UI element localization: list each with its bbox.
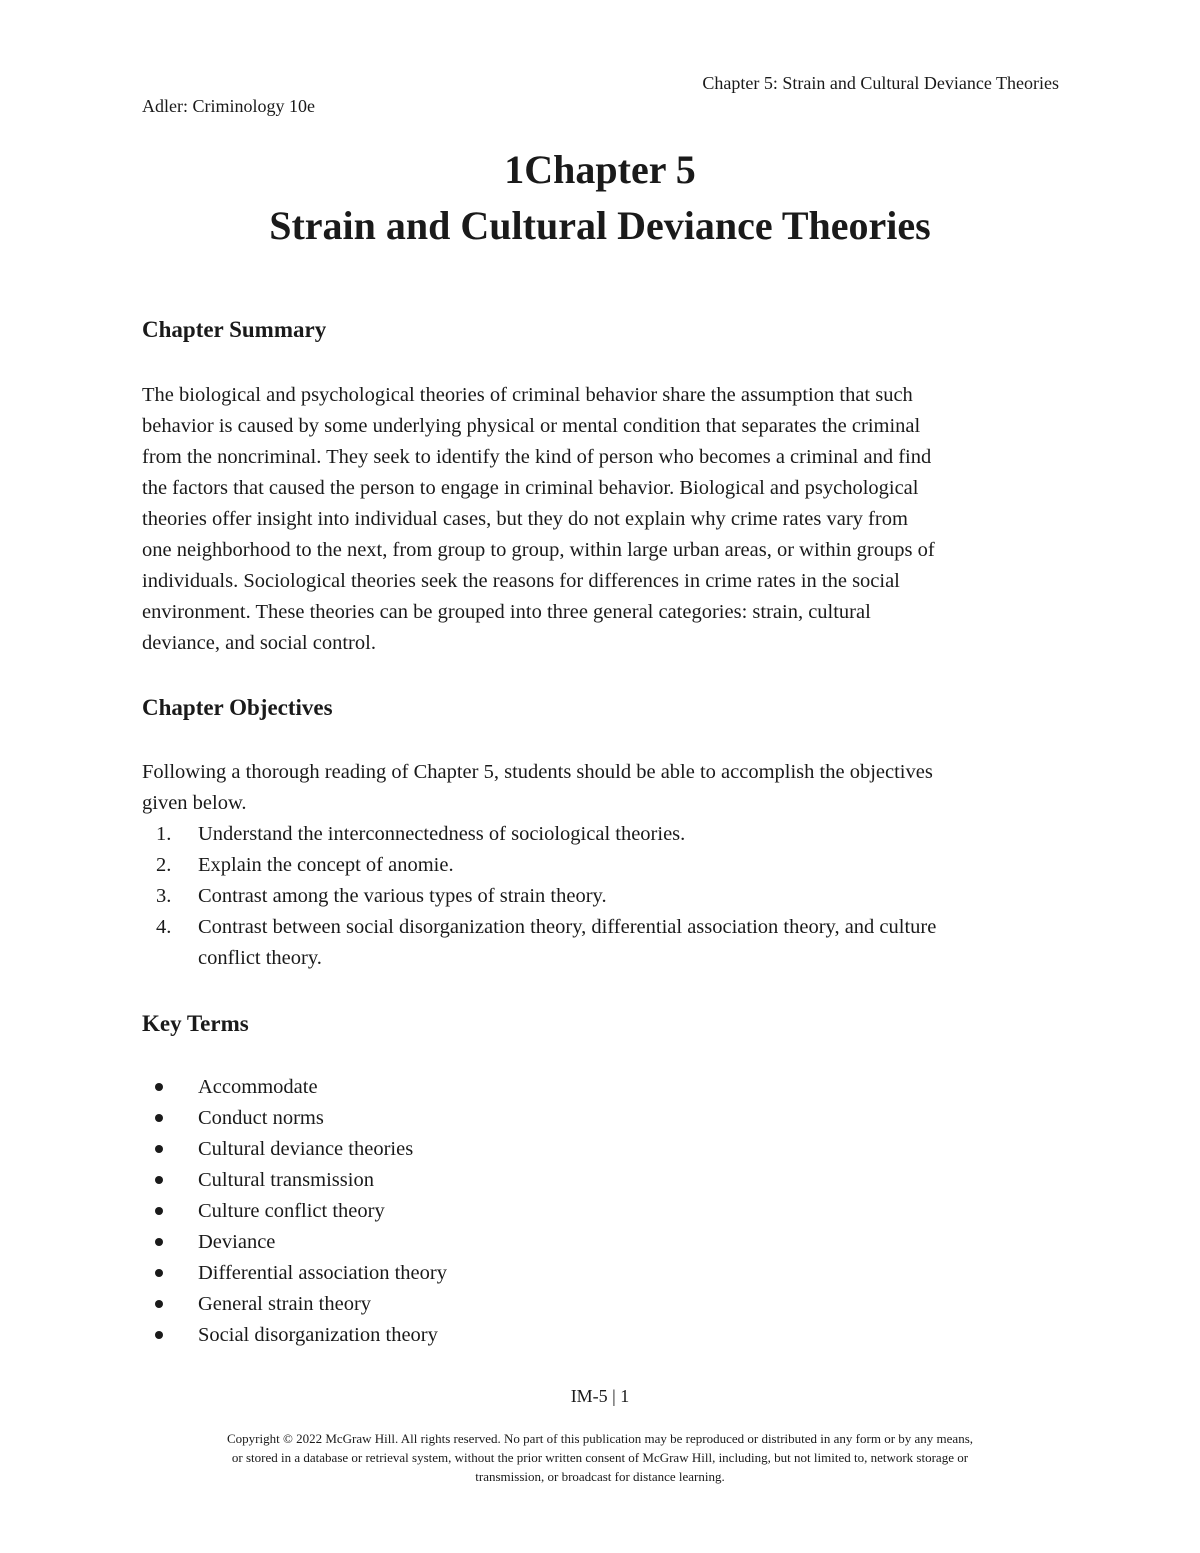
objective-number: 3. (156, 885, 172, 907)
page-number: IM-5 | 1 (570, 1386, 630, 1406)
objectives-list (142, 819, 1062, 974)
key-term-item (142, 1165, 1062, 1196)
summary-line: from the noncriminal. They seek to identify the kind of person who becomes a criminal and find (142, 446, 932, 468)
bullet-icon (155, 1145, 163, 1153)
bullet-icon (155, 1176, 163, 1184)
bullet-icon (155, 1300, 163, 1308)
summary-line: environment. These theories can be grouped into three general categories: strain, cultural (142, 601, 871, 623)
objective-text: Understand the interconnectedness of sociological theories. (198, 823, 686, 845)
key-term-item (142, 1258, 1062, 1289)
objective-text: conflict theory. (198, 947, 322, 969)
key-term-text: Differential association theory (198, 1262, 447, 1284)
objectives-heading: Chapter Objectives (142, 695, 333, 720)
key-term-text: Social disorganization theory (198, 1324, 438, 1346)
copyright-line: Copyright © 2022 McGraw Hill. All rights reserved. No part of this publication may be reproduced or distributed in any form or by any means, (226, 1431, 974, 1446)
objectives-body (142, 757, 1062, 974)
summary-heading: Chapter Summary (142, 317, 327, 342)
bullet-icon (155, 1331, 163, 1339)
key-term-text: Cultural deviance theories (198, 1138, 414, 1160)
objective-item (142, 912, 1062, 974)
summary-section (142, 315, 1062, 345)
objective-number: 1. (156, 823, 172, 845)
copyright-notice (140, 1429, 1060, 1486)
objective-text: Contrast among the various types of strain theory. (198, 885, 607, 907)
summary-line: the factors that caused the person to engage in criminal behavior. Biological and psychological (142, 477, 919, 499)
objective-item (142, 819, 1062, 850)
summary-line: deviance, and social control. (142, 632, 376, 654)
summary-line: individuals. Sociological theories seek the reasons for differences in crime rates in the social (142, 570, 900, 592)
summary-line: one neighborhood to the next, from group to group, within large urban areas, or within groups of (142, 539, 935, 561)
key-terms-heading: Key Terms (142, 1011, 249, 1036)
key-term-text: Accommodate (198, 1076, 318, 1098)
summary-paragraph (142, 380, 1062, 659)
key-term-item (142, 1196, 1062, 1227)
bullet-icon (155, 1083, 163, 1091)
objectives-intro-line: given below. (142, 792, 247, 814)
objective-number: 2. (156, 854, 172, 876)
objective-item (142, 850, 1062, 881)
chapter-number-title: 1Chapter 5 (504, 147, 696, 192)
objectives-section (142, 693, 1062, 723)
book-header: Adler: Criminology 10e (142, 96, 315, 116)
running-header: Chapter 5: Strain and Cultural Deviance Theories (702, 73, 1059, 93)
bullet-icon (155, 1207, 163, 1215)
key-term-item (142, 1134, 1062, 1165)
bullet-icon (155, 1269, 163, 1277)
key-terms-body (142, 1072, 1062, 1351)
key-term-text: Deviance (198, 1231, 276, 1253)
objective-text: Explain the concept of anomie. (198, 854, 454, 876)
key-term-item (142, 1289, 1062, 1320)
bullet-icon (155, 1238, 163, 1246)
objective-text: Contrast between social disorganization theory, differential association theory, and culture (198, 916, 937, 938)
copyright-line: or stored in a database or retrieval system, without the prior written consent of McGraw Hill, including, but not limited to, network storage or (231, 1450, 969, 1465)
key-term-text: Conduct norms (198, 1107, 324, 1129)
summary-line: behavior is caused by some underlying physical or mental condition that separates the criminal (142, 415, 921, 437)
objectives-intro (142, 757, 1062, 819)
summary-line: theories offer insight into individual cases, but they do not explain why crime rates vary from (142, 508, 908, 530)
key-terms-section (142, 1009, 1062, 1039)
objective-item (142, 881, 1062, 912)
key-term-text: Cultural transmission (198, 1169, 374, 1191)
key-term-text: Culture conflict theory (198, 1200, 385, 1222)
key-term-item (142, 1227, 1062, 1258)
key-terms-list (142, 1072, 1062, 1351)
key-term-item (142, 1320, 1062, 1351)
summary-line: The biological and psychological theories of criminal behavior share the assumption that such (142, 384, 913, 406)
key-term-item (142, 1072, 1062, 1103)
chapter-title: Strain and Cultural Deviance Theories (269, 203, 931, 248)
key-term-text: General strain theory (198, 1293, 372, 1315)
objective-number: 4. (156, 916, 172, 938)
objectives-intro-line: Following a thorough reading of Chapter 5, students should be able to accomplish the objectives (142, 761, 933, 783)
bullet-icon (155, 1114, 163, 1122)
copyright-line: transmission, or broadcast for distance learning. (475, 1469, 725, 1484)
key-term-item (142, 1103, 1062, 1134)
